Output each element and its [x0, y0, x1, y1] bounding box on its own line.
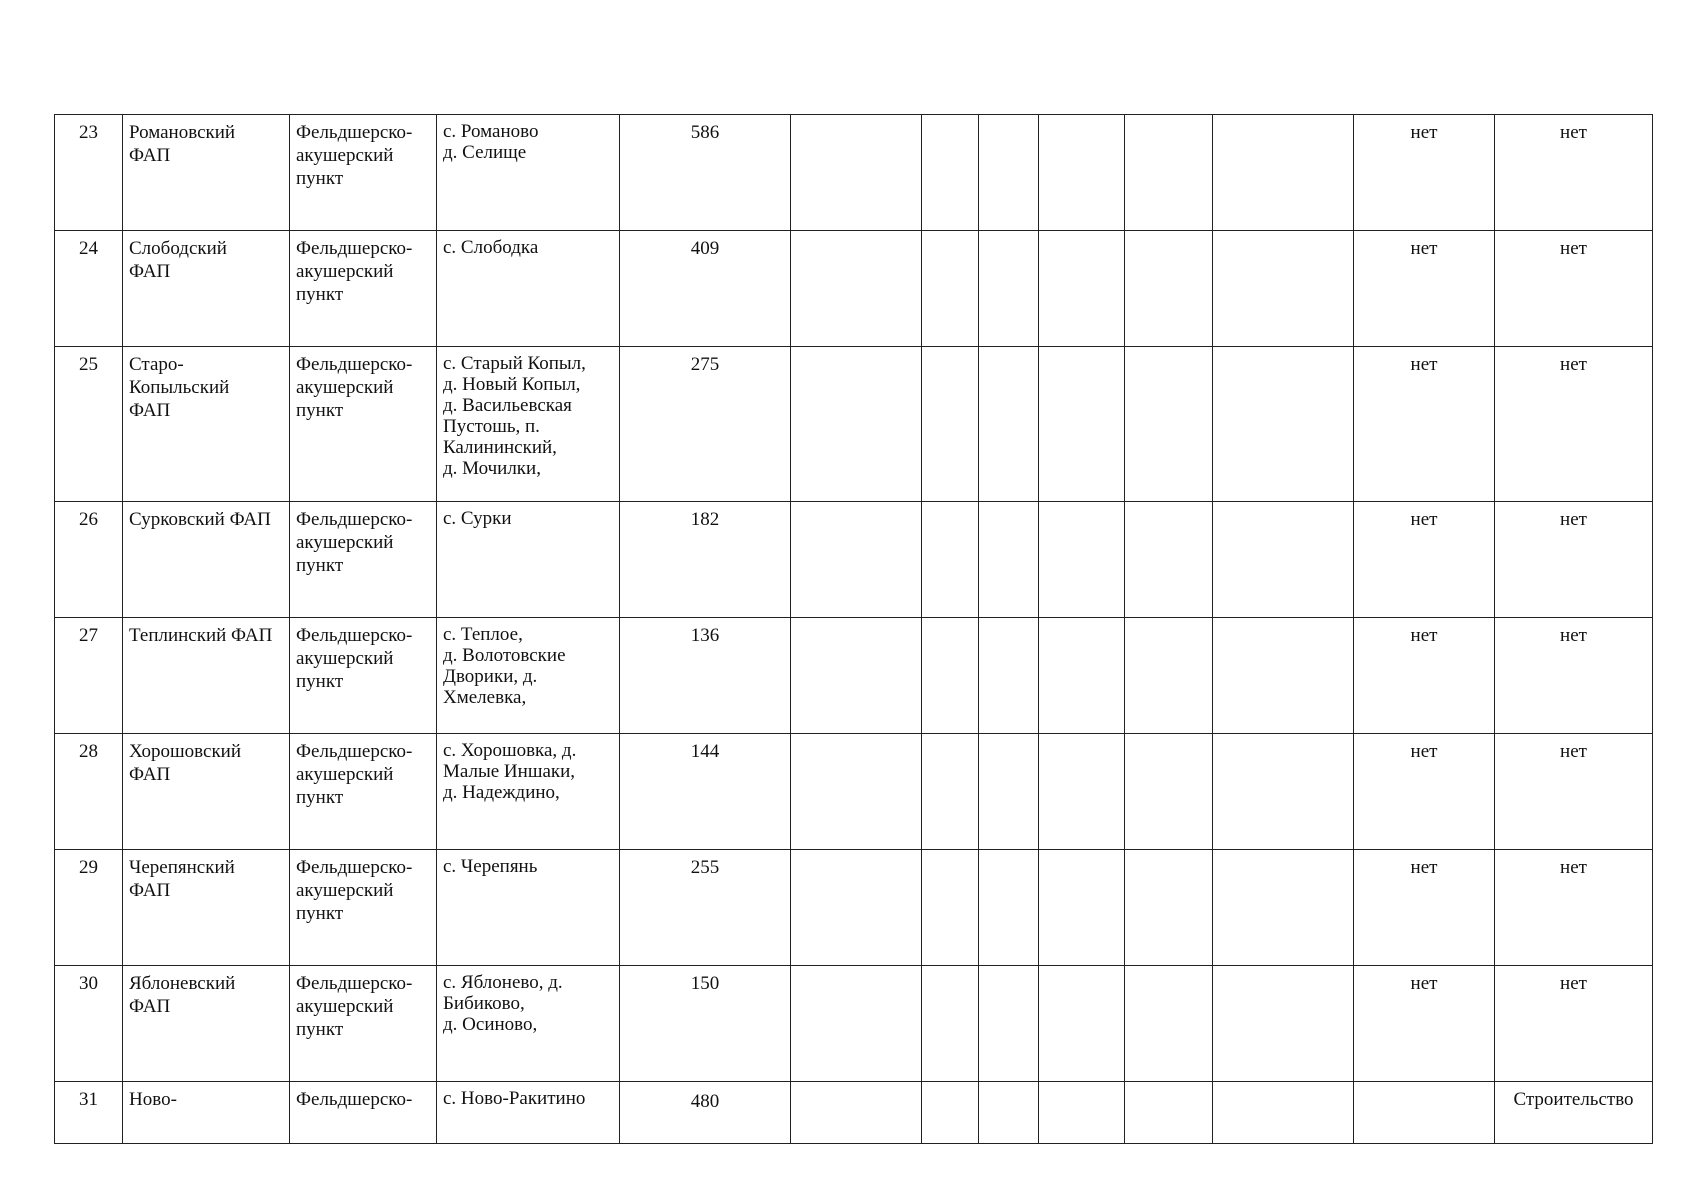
- population-value: 255: [690, 857, 720, 878]
- empty-cell: [979, 347, 1039, 502]
- facility-type-line: пункт: [296, 555, 344, 576]
- facility-type-line: акушерский: [296, 145, 394, 166]
- facility-name-line: Яблоневский: [129, 973, 236, 994]
- facility-type-line: пункт: [296, 400, 344, 421]
- address-line: с. Сурки: [443, 508, 512, 529]
- status-value: нет: [1410, 857, 1438, 878]
- status-cell-2: [1495, 966, 1653, 1082]
- empty-cell: [1125, 347, 1213, 502]
- status-cell-2: [1495, 231, 1653, 347]
- empty-cell: [1213, 1082, 1354, 1144]
- facility-type-cell: [290, 347, 437, 502]
- population-cell: [620, 618, 791, 734]
- empty-cell: [1125, 618, 1213, 734]
- address-cell: [437, 850, 620, 966]
- status-cell-2: [1495, 734, 1653, 850]
- address-line: д. Волотовские: [443, 645, 566, 666]
- address-line: Хмелевка,: [443, 687, 527, 708]
- address-line: с. Ново-Ракитино: [443, 1088, 586, 1109]
- row-number: 25: [79, 354, 98, 375]
- empty-cell: [1125, 502, 1213, 618]
- empty-cell: [1125, 115, 1213, 231]
- empty-cell: [1039, 734, 1125, 850]
- address-line: д. Мочилки,: [443, 458, 541, 479]
- facility-name-line: ФАП: [129, 996, 171, 1017]
- facility-type-line: акушерский: [296, 880, 394, 901]
- empty-cell: [1039, 347, 1125, 502]
- facility-type-cell: [290, 231, 437, 347]
- row-number: 30: [79, 973, 98, 994]
- empty-cell: [1213, 850, 1354, 966]
- address-line: д. Селище: [443, 142, 527, 163]
- population-cell: [620, 734, 791, 850]
- facility-type-line: акушерский: [296, 764, 394, 785]
- facility-type-line: акушерский: [296, 532, 394, 553]
- status-cell-1: [1354, 618, 1495, 734]
- status-cell-1: [1354, 734, 1495, 850]
- status-cell-1: [1354, 966, 1495, 1082]
- empty-cell: [1039, 618, 1125, 734]
- row-number: 28: [79, 741, 98, 762]
- empty-cell: [1213, 231, 1354, 347]
- population-value: 144: [690, 741, 720, 762]
- facility-name-line: Теплинский ФАП: [129, 625, 273, 646]
- row-number-cell: [55, 1082, 123, 1144]
- address-cell: [437, 347, 620, 502]
- status-cell-1: [1354, 231, 1495, 347]
- facility-name-cell: [123, 618, 290, 734]
- facility-type-line: Фельдшерско-: [296, 625, 413, 646]
- row-number-cell: [55, 502, 123, 618]
- facility-name-line: Старо-: [129, 354, 184, 375]
- empty-cell: [791, 502, 922, 618]
- facility-type-line: Фельдшерско-: [296, 973, 413, 994]
- table-row: [55, 850, 1653, 966]
- facility-name-line: Сурковский ФАП: [129, 509, 271, 530]
- empty-cell: [791, 618, 922, 734]
- empty-cell: [1039, 115, 1125, 231]
- table-row: [55, 231, 1653, 347]
- facility-name-line: Ново-: [129, 1089, 177, 1110]
- table-row: [55, 734, 1653, 850]
- empty-cell: [1039, 966, 1125, 1082]
- address-cell: [437, 502, 620, 618]
- address-cell: [437, 734, 620, 850]
- empty-cell: [1039, 1082, 1125, 1144]
- population-value: 182: [690, 509, 720, 530]
- empty-cell: [1125, 966, 1213, 1082]
- facility-name-cell: [123, 734, 290, 850]
- facility-name-line: ФАП: [129, 400, 171, 421]
- empty-cell: [791, 1082, 922, 1144]
- facility-type-line: Фельдшерско-: [296, 238, 413, 259]
- row-number-cell: [55, 850, 123, 966]
- facility-name-line: Романовский: [129, 122, 236, 143]
- empty-cell: [1039, 231, 1125, 347]
- status-cell-1: [1354, 115, 1495, 231]
- row-number-cell: [55, 734, 123, 850]
- status-value: нет: [1410, 625, 1438, 646]
- empty-cell: [922, 347, 979, 502]
- empty-cell: [979, 1082, 1039, 1144]
- facility-type-cell: [290, 966, 437, 1082]
- facility-name-cell: [123, 115, 290, 231]
- population-cell: [620, 115, 791, 231]
- population-cell: [620, 502, 791, 618]
- facility-type-line: пункт: [296, 787, 344, 808]
- status-value: нет: [1410, 509, 1438, 530]
- facility-name-cell: [123, 966, 290, 1082]
- status-cell-1: [1354, 502, 1495, 618]
- status-value: нет: [1560, 973, 1587, 994]
- facility-name-line: ФАП: [129, 145, 171, 166]
- status-value: нет: [1560, 741, 1587, 762]
- empty-cell: [1039, 850, 1125, 966]
- facility-type-line: Фельдшерско-: [296, 741, 413, 762]
- address-cell: [437, 231, 620, 347]
- address-line: Калининский,: [443, 437, 557, 458]
- row-number: 23: [79, 122, 98, 143]
- facility-type-line: пункт: [296, 671, 344, 692]
- facility-type-line: пункт: [296, 168, 344, 189]
- status-cell-2: [1495, 502, 1653, 618]
- status-cell-2: [1495, 115, 1653, 231]
- facility-name-line: ФАП: [129, 764, 171, 785]
- status-cell-2: [1495, 1082, 1653, 1144]
- facility-name-line: Слободский: [129, 238, 227, 259]
- fap-table: [54, 114, 1653, 1144]
- status-value: нет: [1410, 354, 1438, 375]
- table-row: [55, 966, 1653, 1082]
- row-number-cell: [55, 966, 123, 1082]
- facility-type-line: пункт: [296, 903, 344, 924]
- address-line: с. Слободка: [443, 237, 539, 258]
- empty-cell: [922, 502, 979, 618]
- empty-cell: [979, 115, 1039, 231]
- table-row: [55, 502, 1653, 618]
- empty-cell: [1039, 502, 1125, 618]
- facility-type-line: Фельдшерско-: [296, 1089, 413, 1110]
- population-value: 586: [690, 122, 720, 143]
- population-cell: [620, 1082, 791, 1144]
- table-row: [55, 347, 1653, 502]
- address-line: с. Хорошовка, д.: [443, 740, 577, 761]
- table-row: [55, 618, 1653, 734]
- empty-cell: [922, 1082, 979, 1144]
- empty-cell: [922, 966, 979, 1082]
- status-value: нет: [1560, 857, 1587, 878]
- facility-type-line: Фельдшерско-: [296, 122, 413, 143]
- table-row: [55, 115, 1653, 231]
- empty-cell: [979, 734, 1039, 850]
- empty-cell: [1213, 966, 1354, 1082]
- facility-name-line: ФАП: [129, 261, 171, 282]
- facility-name-cell: [123, 850, 290, 966]
- status-cell-1: [1354, 347, 1495, 502]
- empty-cell: [791, 115, 922, 231]
- status-value: нет: [1410, 122, 1438, 143]
- address-line: Пустошь, п.: [443, 416, 540, 437]
- empty-cell: [1125, 231, 1213, 347]
- empty-cell: [979, 850, 1039, 966]
- empty-cell: [979, 502, 1039, 618]
- row-number-cell: [55, 347, 123, 502]
- facility-name-cell: [123, 1082, 290, 1144]
- facility-type-cell: [290, 115, 437, 231]
- status-cell-2: [1495, 618, 1653, 734]
- facility-type-line: Фельдшерско-: [296, 509, 413, 530]
- status-cell-1: [1354, 1082, 1495, 1144]
- row-number: 27: [79, 625, 98, 646]
- address-line: с. Старый Копыл,: [443, 353, 586, 374]
- facility-type-cell: [290, 502, 437, 618]
- empty-cell: [791, 231, 922, 347]
- status-value: нет: [1560, 625, 1587, 646]
- population-cell: [620, 850, 791, 966]
- empty-cell: [1213, 502, 1354, 618]
- status-value: нет: [1560, 238, 1587, 259]
- address-line: с. Теплое,: [443, 624, 523, 645]
- status-value: нет: [1560, 509, 1587, 530]
- empty-cell: [922, 231, 979, 347]
- status-value: нет: [1560, 354, 1587, 375]
- facility-type-line: Фельдшерско-: [296, 354, 413, 375]
- address-line: с. Черепянь: [443, 856, 538, 877]
- address-line: Дворики, д.: [443, 666, 538, 687]
- fap-table-body: [55, 115, 1653, 1144]
- address-line: Малые Иншаки,: [443, 761, 576, 782]
- population-value: 136: [690, 625, 720, 646]
- address-line: д. Новый Копыл,: [443, 374, 581, 395]
- facility-type-cell: [290, 850, 437, 966]
- facility-name-cell: [123, 231, 290, 347]
- empty-cell: [979, 231, 1039, 347]
- status-value: нет: [1560, 122, 1587, 143]
- address-line: д. Васильевская: [443, 395, 572, 416]
- facility-type-cell: [290, 618, 437, 734]
- facility-type-cell: [290, 734, 437, 850]
- row-number: 29: [79, 857, 98, 878]
- row-number: 26: [79, 509, 98, 530]
- facility-name-cell: [123, 347, 290, 502]
- empty-cell: [922, 618, 979, 734]
- empty-cell: [1213, 115, 1354, 231]
- empty-cell: [1213, 734, 1354, 850]
- address-cell: [437, 966, 620, 1082]
- facility-type-line: акушерский: [296, 261, 394, 282]
- empty-cell: [1125, 1082, 1213, 1144]
- population-value: 275: [690, 354, 720, 375]
- status-cell-2: [1495, 850, 1653, 966]
- facility-type-cell: [290, 1082, 437, 1144]
- row-number-cell: [55, 115, 123, 231]
- population-value: 150: [690, 973, 720, 994]
- row-number-cell: [55, 618, 123, 734]
- status-value: нет: [1410, 238, 1438, 259]
- facility-type-line: пункт: [296, 284, 344, 305]
- empty-cell: [791, 734, 922, 850]
- empty-cell: [922, 115, 979, 231]
- row-number: 31: [79, 1089, 98, 1110]
- empty-cell: [979, 618, 1039, 734]
- empty-cell: [922, 734, 979, 850]
- status-value: нет: [1410, 973, 1438, 994]
- facility-type-line: акушерский: [296, 996, 394, 1017]
- facility-type-line: Фельдшерско-: [296, 857, 413, 878]
- facility-type-line: акушерский: [296, 648, 394, 669]
- empty-cell: [1125, 850, 1213, 966]
- empty-cell: [1213, 347, 1354, 502]
- empty-cell: [791, 850, 922, 966]
- address-line: д. Осиново,: [443, 1014, 538, 1035]
- empty-cell: [791, 347, 922, 502]
- address-cell: [437, 618, 620, 734]
- address-cell: [437, 1082, 620, 1144]
- empty-cell: [1125, 734, 1213, 850]
- status-cell-2: [1495, 347, 1653, 502]
- address-line: с. Романово: [443, 121, 539, 142]
- row-number-cell: [55, 231, 123, 347]
- facility-name-line: Копыльский: [129, 377, 230, 398]
- empty-cell: [979, 966, 1039, 1082]
- facility-name-line: ФАП: [129, 880, 171, 901]
- facility-name-line: Черепянский: [129, 857, 235, 878]
- row-number: 24: [79, 238, 98, 259]
- address-cell: [437, 115, 620, 231]
- table-row: [55, 1082, 1653, 1144]
- population-cell: [620, 231, 791, 347]
- population-cell: [620, 347, 791, 502]
- empty-cell: [791, 966, 922, 1082]
- status-value: Строительство: [1513, 1089, 1634, 1110]
- facility-name-line: Хорошовский: [129, 741, 242, 762]
- status-value: нет: [1410, 741, 1438, 762]
- status-cell-1: [1354, 850, 1495, 966]
- address-line: Бибиково,: [443, 993, 525, 1014]
- empty-cell: [922, 850, 979, 966]
- empty-cell: [1213, 618, 1354, 734]
- population-value: 480: [690, 1091, 720, 1112]
- facility-name-cell: [123, 502, 290, 618]
- address-line: с. Яблонево, д.: [443, 972, 563, 993]
- facility-type-line: пункт: [296, 1019, 344, 1040]
- population-value: 409: [690, 238, 720, 259]
- address-line: д. Надеждино,: [443, 782, 560, 803]
- facility-type-line: акушерский: [296, 377, 394, 398]
- population-cell: [620, 966, 791, 1082]
